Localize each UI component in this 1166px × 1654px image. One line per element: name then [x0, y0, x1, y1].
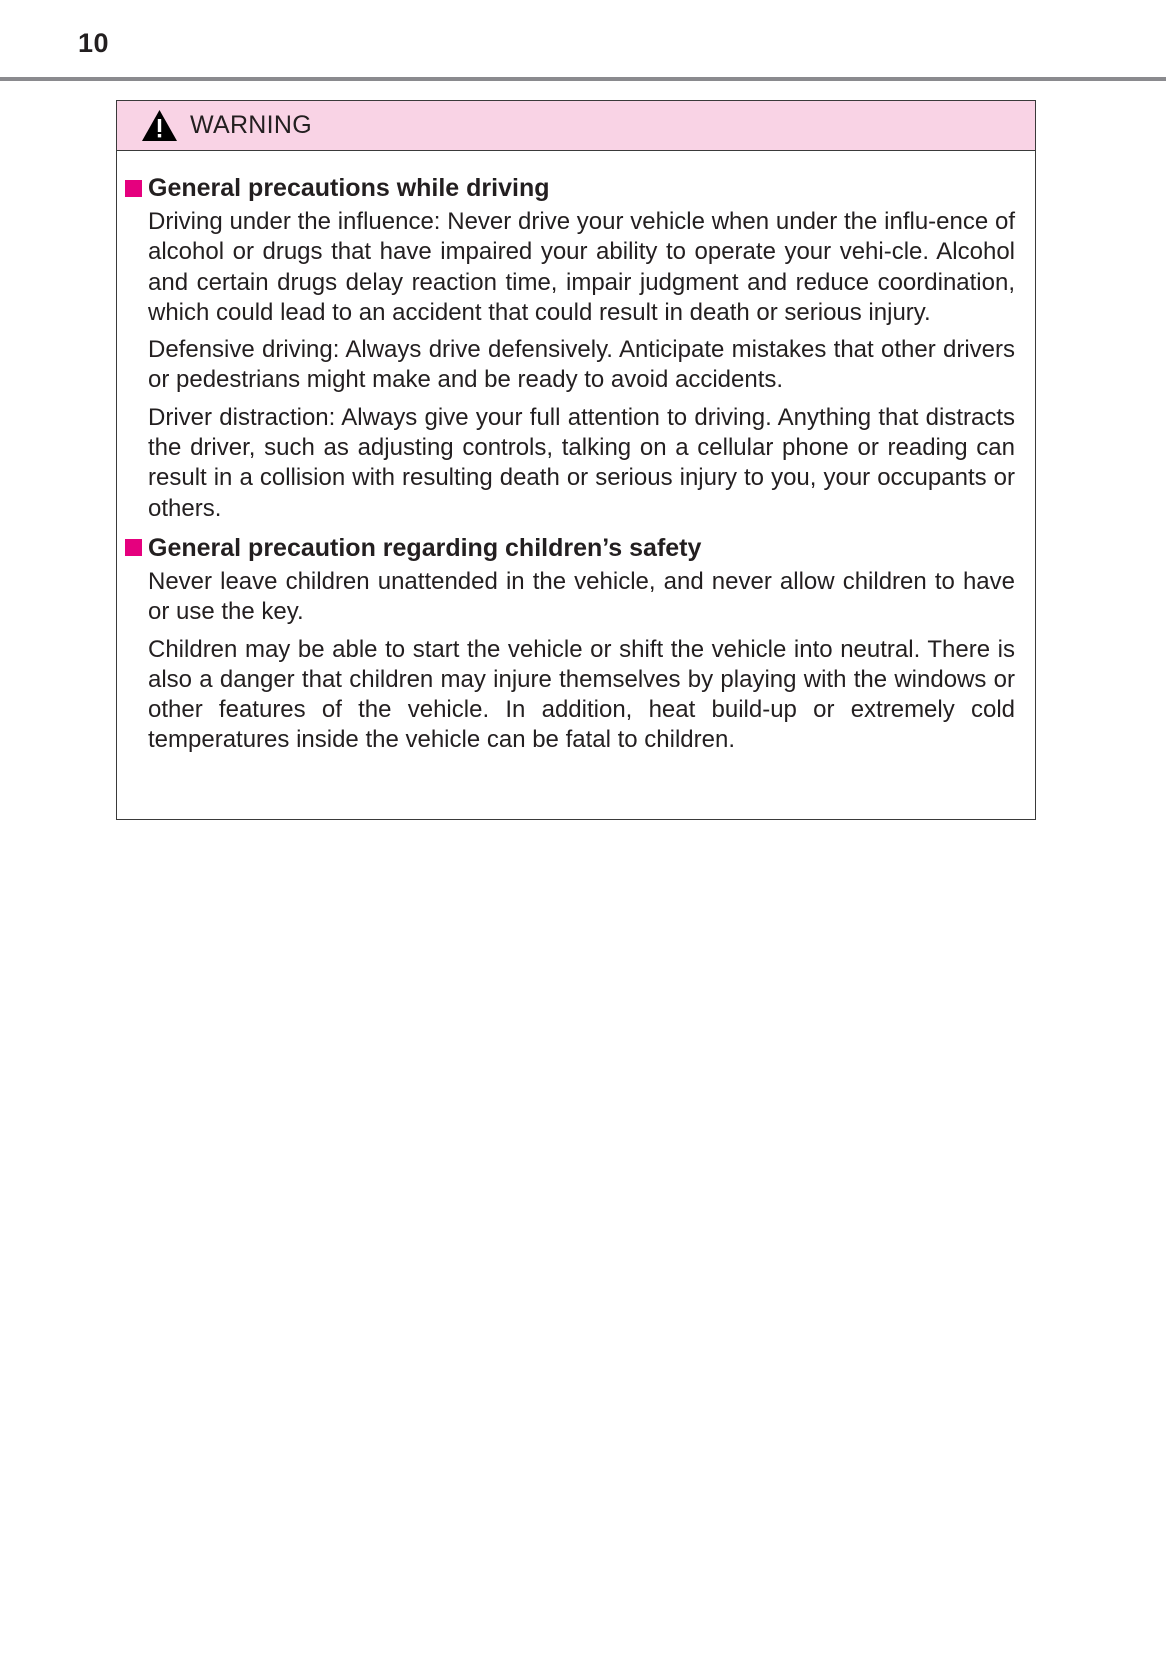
warning-body — [117, 151, 1035, 756]
section-heading — [125, 531, 1015, 565]
section-heading-text: General precaution regarding children’s safety — [148, 533, 702, 562]
paragraph-children-dangers: Children may be able to start the vehicle or shift the vehicle into neutral. There is also a danger that children may injure themselves by playing with the windows or other features of the vehicle. In addition, heat build-up or extremely cold temperatures inside the vehicle can be fatal to children. — [148, 635, 1015, 754]
paragraph-children-unattended: Never leave children unattended in the vehicle, and never allow children to have or use the key. — [148, 567, 1015, 626]
paragraph-driving-influence: Driving under the influence: Never drive your vehicle when under the influ-ence of alcohol or drugs that have impaired your ability to operate your vehi-cle. Alcohol and certain drugs delay reaction time, impair judgment and reduce coordination, which could lead to an accident that could result in death or serious injury. — [148, 208, 1015, 326]
section-children-safety — [125, 531, 1015, 756]
header-rule — [0, 77, 1166, 81]
section-driving-precautions — [125, 171, 1015, 524]
section-heading — [125, 171, 1015, 205]
paragraph-defensive-driving: Defensive driving: Always drive defensively. Anticipate mistakes that other drivers or pedestrians might make and be ready to avoid accidents. — [148, 336, 1015, 394]
section-heading-text: General precautions while driving — [148, 174, 550, 202]
warning-header — [117, 101, 1035, 151]
warning-box — [116, 100, 1036, 820]
page-number: 10 — [78, 28, 110, 58]
square-bullet-icon — [125, 539, 142, 556]
square-bullet-icon — [125, 180, 142, 197]
paragraph-driver-distraction: Driver distraction: Always give your full attention to driving. Anything that distracts the driver, such as adjusting controls, talking on a cellular phone or reading can result in a collision with resulting death or serious injury to you, your occupants or others. — [148, 403, 1015, 522]
warning-triangle-icon — [141, 109, 178, 142]
warning-title: WARNING — [190, 111, 312, 139]
